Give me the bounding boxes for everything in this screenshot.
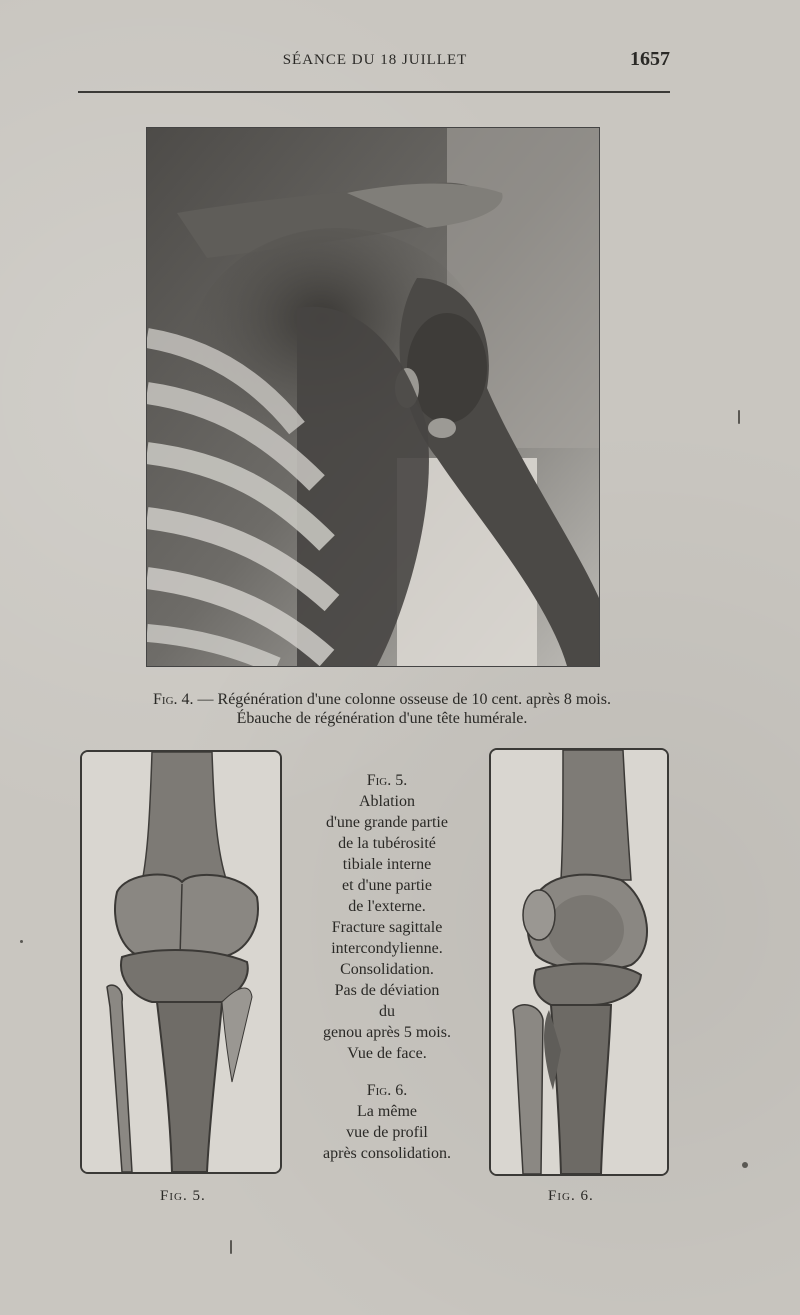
xray-illustration bbox=[147, 128, 599, 666]
description-line: tibiale interne bbox=[342, 856, 432, 873]
spacer bbox=[292, 1064, 482, 1080]
paper-speck bbox=[742, 1162, 748, 1168]
description-line: et d'une partie bbox=[342, 877, 432, 894]
figure-4-caption bbox=[82, 690, 682, 728]
description-line: du bbox=[379, 1003, 395, 1020]
figure-5-knee-front bbox=[80, 750, 282, 1174]
knee-front-illustration bbox=[82, 752, 280, 1172]
paper-speck bbox=[230, 1240, 232, 1254]
description-line: La même bbox=[357, 1103, 417, 1120]
description-line: Ablation bbox=[359, 793, 415, 810]
description-line: Vue de face. bbox=[347, 1045, 427, 1062]
figures-5-6-description bbox=[292, 770, 482, 1164]
description-line: Consolidation. bbox=[340, 961, 434, 978]
description-line: Pas de déviation bbox=[334, 982, 440, 999]
paper-speck bbox=[738, 410, 740, 424]
description-line: genou après 5 mois. bbox=[323, 1024, 451, 1041]
page-header bbox=[80, 48, 670, 80]
knee-profile-illustration bbox=[491, 750, 667, 1174]
page-number: 1657 bbox=[630, 48, 670, 70]
description-line: d'une grande partie bbox=[326, 814, 448, 831]
figure-6-label: Fig. 6. bbox=[548, 1188, 594, 1204]
description-line: intercondylienne. bbox=[331, 940, 443, 957]
figure-5-title: Fig. 5. bbox=[366, 772, 408, 789]
figure-6-knee-profile bbox=[489, 748, 669, 1176]
figure-4-xray bbox=[146, 127, 600, 667]
figure-4-caption-line-1: — Régénération d'une colonne osseuse de 10 cent. après 8 mois. bbox=[197, 691, 611, 708]
description-line: après consolidation. bbox=[323, 1145, 451, 1162]
description-line: vue de profil bbox=[346, 1124, 428, 1141]
paper-speck bbox=[20, 940, 23, 943]
figure-5-label: Fig. 5. bbox=[160, 1188, 206, 1204]
description-line: Fracture sagittale bbox=[331, 919, 443, 936]
description-line: de l'externe. bbox=[348, 898, 426, 915]
running-head: SÉANCE DU 18 JUILLET bbox=[282, 52, 468, 68]
figure-4-caption-line-2: Ébauche de régénération d'une tête humérale. bbox=[236, 710, 528, 727]
figure-6-title: Fig. 6. bbox=[366, 1082, 408, 1099]
header-rule bbox=[78, 91, 670, 93]
description-line: de la tubérosité bbox=[338, 835, 436, 852]
figure-4-label: Fig. 4. bbox=[153, 691, 194, 708]
